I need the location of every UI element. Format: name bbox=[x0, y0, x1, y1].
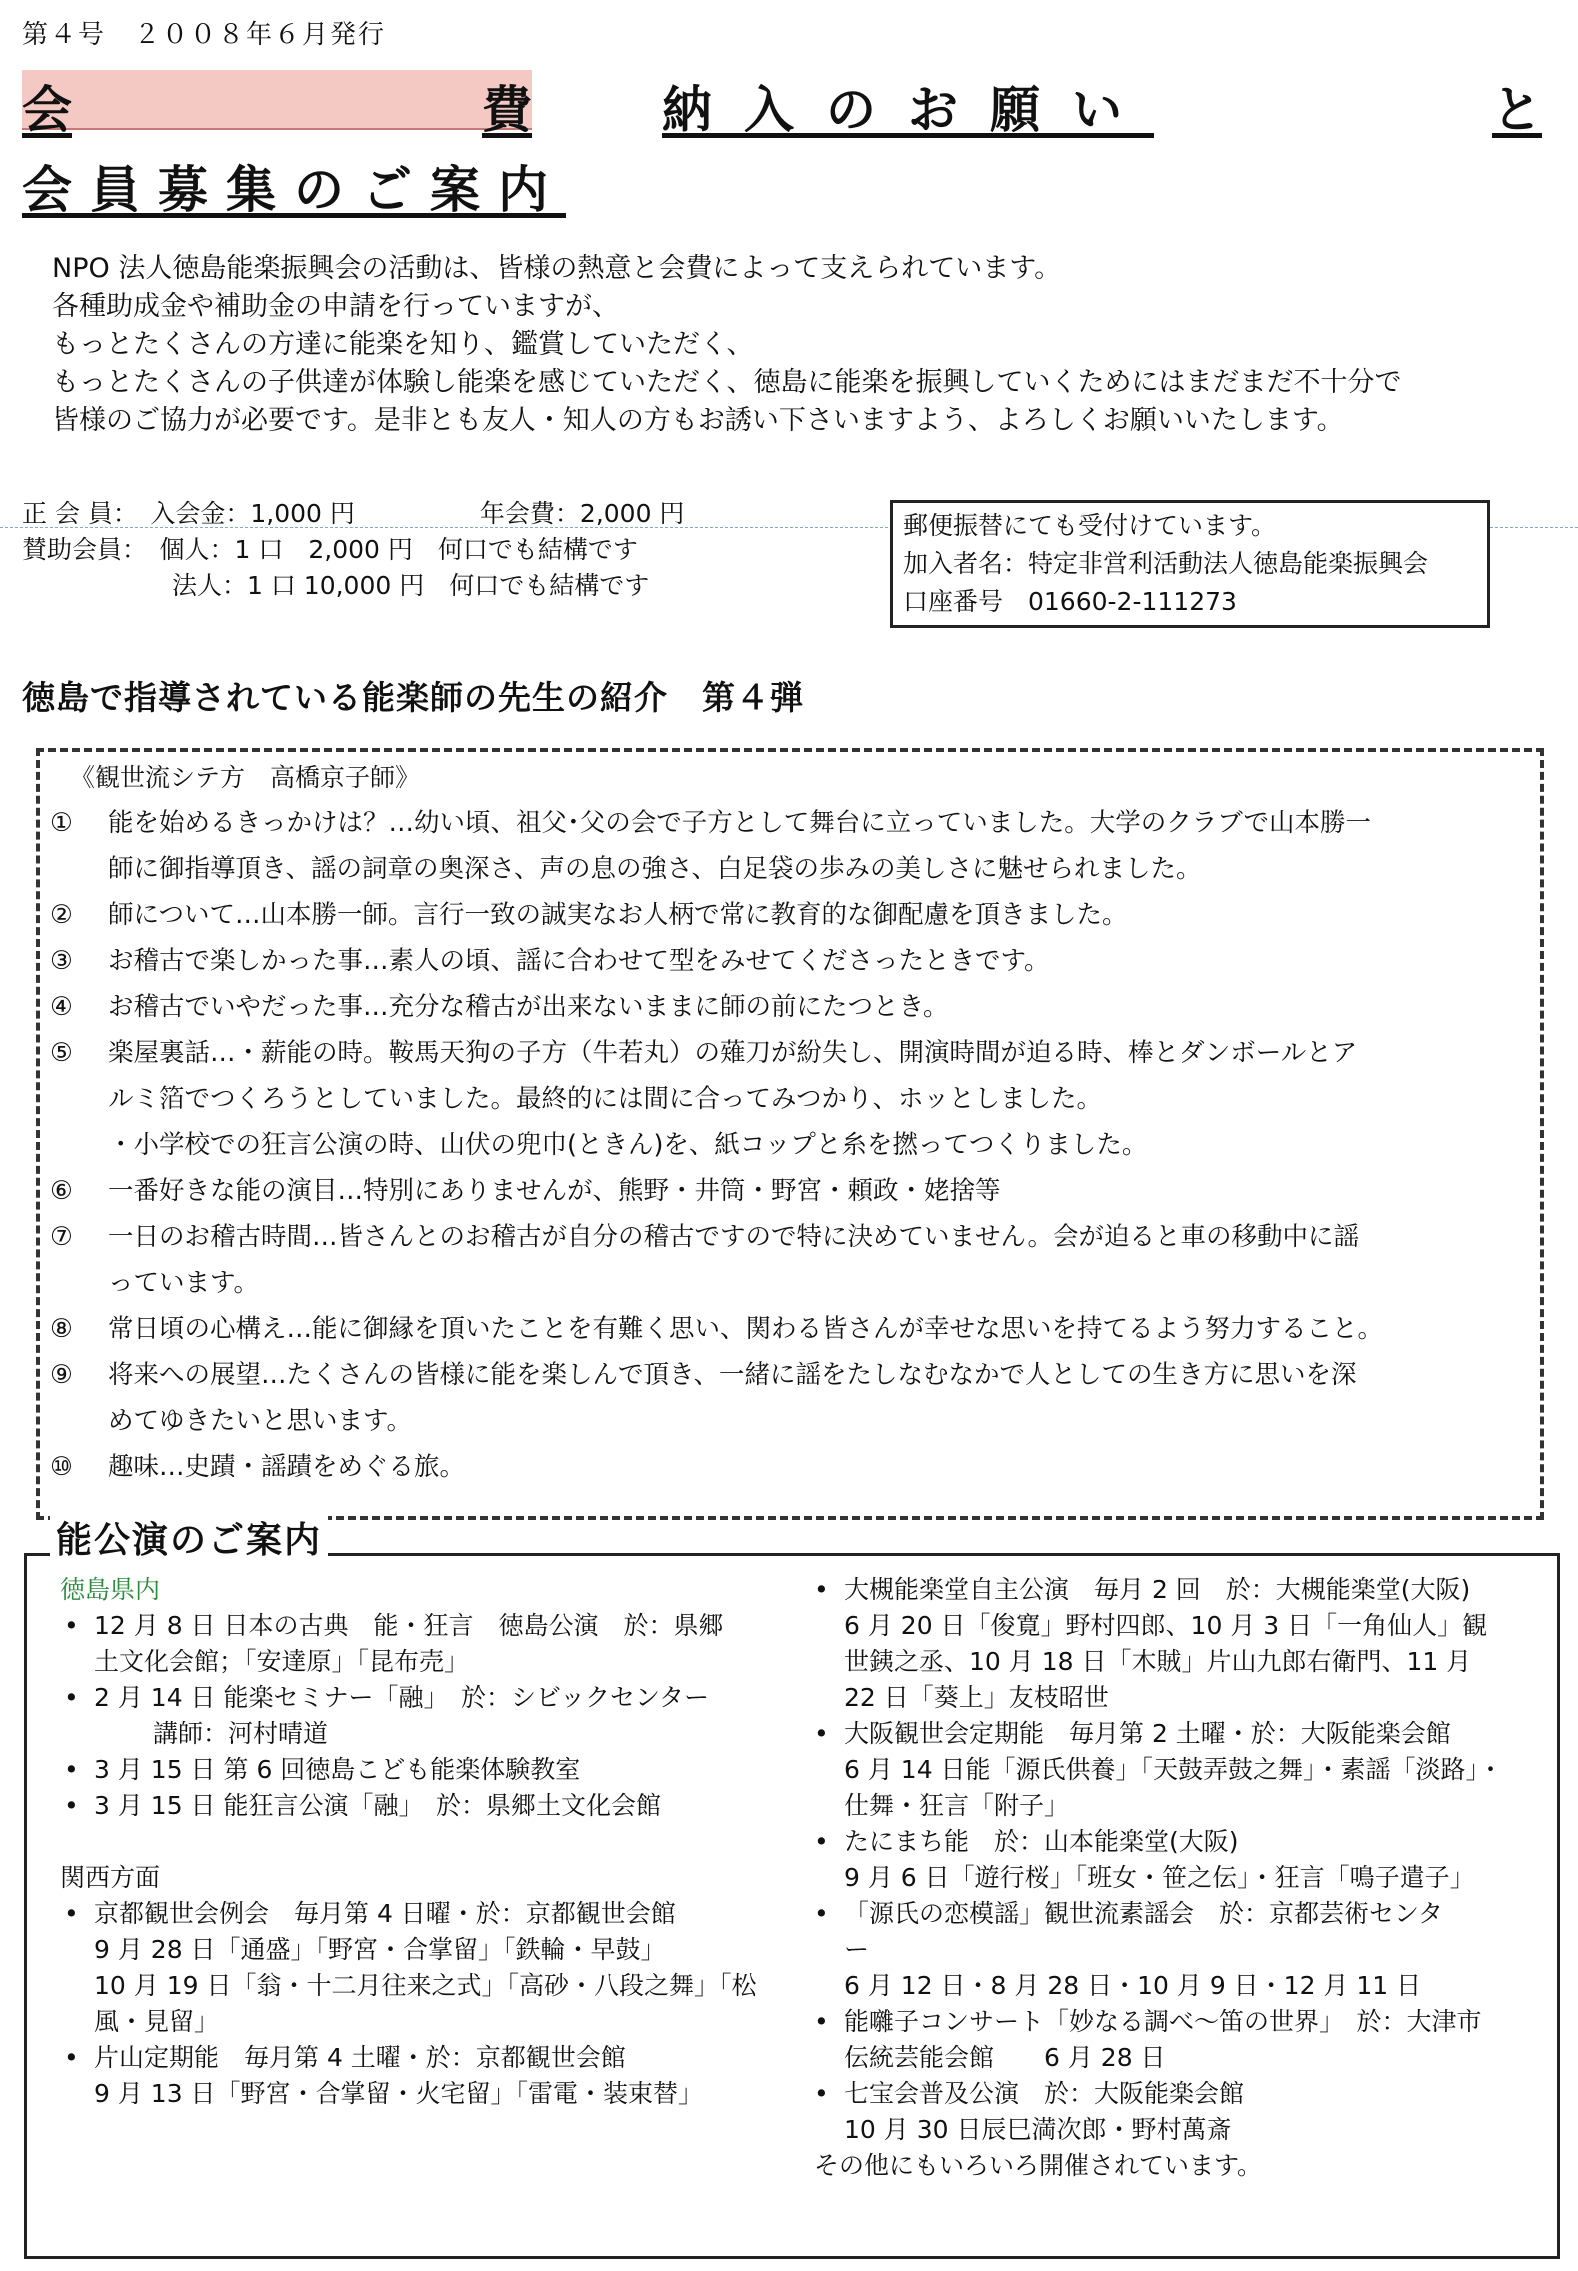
bullet: • bbox=[64, 1755, 79, 1784]
performance-detail: 10 月 30 日辰巳満次郎・野村萬斎 bbox=[844, 2115, 1232, 2144]
performance-detail: 伝統芸能会館 6 月 28 日 bbox=[844, 2043, 1166, 2072]
performance-detail: 10 月 19 日「翁・十二月往来之式」「高砂・八段之舞」「松 bbox=[94, 1971, 757, 2000]
interview-row bbox=[50, 1306, 1530, 1352]
interview-row bbox=[50, 1352, 1530, 1398]
performances-right-column bbox=[810, 1572, 1550, 2184]
performance-item bbox=[60, 1896, 810, 1932]
region-heading: 徳島県内 bbox=[60, 1575, 161, 1604]
row-text: っています。 bbox=[108, 1268, 259, 1298]
title-and: と bbox=[1492, 81, 1542, 139]
bullet: • bbox=[64, 1899, 79, 1928]
row-text: 師に御指導頂き、謡の詞章の奥深さ、声の息の強さ、白足袋の歩みの美しさに魅せられました。 bbox=[108, 854, 1202, 884]
bullet: • bbox=[814, 1575, 829, 1604]
row-text: めてゆきたいと思います。 bbox=[108, 1406, 412, 1436]
performance-title: 京都観世会例会 毎月第 4 日曜・於：京都観世会館 bbox=[94, 1899, 676, 1928]
performance-detail: 講師：河村晴道 bbox=[128, 1719, 329, 1748]
fee-line: 正 会 員： 入会金：1,000 円 年会費：2,000 円 bbox=[22, 499, 685, 528]
intro-line: 皆様のご協力が必要です。是非とも友人・知人の方もお誘い下さいますよう、よろしくお願いいたします。 bbox=[52, 405, 1344, 436]
row-number bbox=[50, 846, 108, 892]
performance-title: 3 月 15 日 第 6 回徳島こども能楽体験教室 bbox=[94, 1755, 581, 1784]
postal-line: 加入者名：特定非営利活動法人徳島能楽振興会 bbox=[903, 549, 1429, 578]
performance-item bbox=[60, 1680, 810, 1716]
bullet: • bbox=[64, 1683, 79, 1712]
region-heading: 関西方面 bbox=[60, 1863, 161, 1892]
performance-detail: 6 月 12 日・8 月 28 日・10 月 9 日・12 月 11 日 bbox=[844, 1971, 1422, 2000]
performance-title: 2 月 14 日 能楽セミナー「融」 於：シビックセンター bbox=[94, 1683, 710, 1712]
performances-heading: 能公演のご案内 bbox=[50, 1512, 328, 1563]
row-number bbox=[50, 1076, 108, 1122]
interview-row bbox=[50, 938, 1530, 984]
performance-detail: 風・見留」 bbox=[94, 2007, 220, 2036]
performance-item bbox=[60, 1608, 810, 1644]
row-number: ② bbox=[50, 900, 73, 930]
performance-detail: 世銕之丞、10 月 18 日「木賊」片山九郎右衛門、11 月 bbox=[844, 1647, 1472, 1676]
intro-paragraph bbox=[52, 250, 1542, 440]
performance-title: 片山定期能 毎月第 4 土曜・於：京都観世会館 bbox=[94, 2043, 626, 2072]
row-text: 能を始めるきっかけは？…幼い頃、祖父･父の会で子方として舞台に立っていました。大学のクラブで山本勝一 bbox=[108, 808, 1372, 838]
bullet: • bbox=[64, 1611, 79, 1640]
row-number: ⑤ bbox=[50, 1038, 73, 1068]
performances-left-column bbox=[60, 1572, 810, 2112]
performance-detail: 土文化会館；「安達原」「昆布売」 bbox=[94, 1647, 470, 1676]
interview-row bbox=[50, 1444, 1530, 1490]
interview-row bbox=[50, 1030, 1530, 1076]
performance-title: 七宝会普及公演 於：大阪能楽会館 bbox=[844, 2079, 1245, 2108]
performance-detail: 6 月 20 日「俊寛」野村四郎、10 月 3 日「一角仙人」観 bbox=[844, 1611, 1488, 1640]
bullet: • bbox=[814, 1719, 829, 1748]
interview-list bbox=[50, 800, 1530, 1490]
performance-item bbox=[810, 1896, 1550, 1932]
row-number: ① bbox=[50, 808, 73, 838]
bullet: • bbox=[814, 1899, 829, 1928]
interview-row bbox=[50, 1122, 1530, 1168]
row-text: 楽屋裏話…・薪能の時。鞍馬天狗の子方（牛若丸）の薙刀が紛失し、開演時間が迫る時、棒とダンボールとア bbox=[108, 1038, 1358, 1068]
intro-line: もっとたくさんの方達に能楽を知り、鑑賞していただく、 bbox=[52, 329, 754, 360]
row-text: ルミ箔でつくろうとしていました。最終的には間に合ってみつかり、ホッとしました。 bbox=[108, 1084, 1102, 1114]
membership-fees bbox=[22, 496, 684, 604]
row-number: ⑨ bbox=[50, 1360, 73, 1390]
title-line-2: 会員募集のご案内 bbox=[22, 161, 566, 219]
row-text: お稽古で楽しかった事…素人の頃、謡に合わせて型をみせてくださったときです。 bbox=[108, 946, 1050, 976]
row-number: ⑧ bbox=[50, 1314, 73, 1344]
row-number: ④ bbox=[50, 992, 73, 1022]
title-request: 納入のお願い bbox=[662, 81, 1154, 139]
row-text: ・小学校での狂言公演の時、山伏の兜巾(ときん)を、紙コップと糸を撚ってつくりました。 bbox=[108, 1130, 1148, 1160]
row-number: ③ bbox=[50, 946, 73, 976]
postal-line: 口座番号 01660-2-111273 bbox=[903, 587, 1237, 616]
performance-title: たにまち能 於：山本能楽堂(大阪) bbox=[844, 1827, 1239, 1856]
interview-row bbox=[50, 1214, 1530, 1260]
performance-detail: 仕舞・狂言「附子」 bbox=[844, 1791, 1070, 1820]
interview-row bbox=[50, 1398, 1530, 1444]
bullet: • bbox=[814, 1827, 829, 1856]
performance-title: 「源氏の恋模謡」観世流素謡会 於：京都芸術センタ bbox=[844, 1899, 1444, 1928]
title-fee bbox=[22, 70, 532, 142]
performance-item bbox=[810, 2076, 1550, 2112]
closing-note: その他にもいろいろ開催されています。 bbox=[814, 2151, 1263, 2180]
row-text: 一日のお稽古時間…皆さんとのお稽古が自分の稽古ですので特に決めていません。会が迫ると車の移動中に謡 bbox=[108, 1222, 1360, 1252]
bullet: • bbox=[64, 2043, 79, 2072]
row-text: 趣味…史蹟・謡蹟をめぐる旅。 bbox=[108, 1452, 466, 1482]
fee-line: 賛助会員： 個人：1 口 2,000 円 何口でも結構です bbox=[22, 535, 638, 564]
fee-line: 法人：1 口 10,000 円 何口でも結構です bbox=[22, 571, 650, 600]
interview-row bbox=[50, 800, 1530, 846]
interview-row bbox=[50, 984, 1530, 1030]
row-number bbox=[50, 1260, 108, 1306]
performance-item bbox=[60, 1788, 810, 1824]
performance-detail: ー bbox=[844, 1935, 870, 1964]
performance-item bbox=[810, 2004, 1550, 2040]
performance-item bbox=[810, 1824, 1550, 1860]
performance-detail: 22 日「葵上」友枝昭世 bbox=[844, 1683, 1109, 1712]
bullet: • bbox=[814, 2007, 829, 2036]
interview-row bbox=[50, 1076, 1530, 1122]
intro-line: 各種助成金や補助金の申請を行っていますが、 bbox=[52, 291, 619, 322]
postal-line: 郵便振替にても受付けています。 bbox=[903, 511, 1277, 540]
postal-transfer-box bbox=[890, 500, 1490, 628]
performance-detail: 6 月 14 日能「源氏供養」「天鼓弄鼓之舞」・素謡「淡路」・ bbox=[844, 1755, 1504, 1784]
intro-line: もっとたくさんの子供達が体験し能楽を感じていただく、徳島に能楽を振興していくためにはまだまだ不十分で bbox=[52, 367, 1402, 398]
performance-title: 能囃子コンサート「妙なる調べ〜笛の世界」 於：大津市 bbox=[844, 2007, 1482, 2036]
interview-row bbox=[50, 1168, 1530, 1214]
title-fee-char-2: 費 bbox=[482, 81, 532, 139]
performance-detail: 9 月 28 日「通盛」「野宮・合掌留」「鉄輪・早鼓」 bbox=[94, 1935, 666, 1964]
row-text: 常日頃の心構え…能に御縁を頂いたことを有難く思い、関わる皆さんが幸せな思いを持てるよう努力すること。 bbox=[108, 1314, 1384, 1344]
row-text: お稽古でいやだった事…充分な稽古が出来ないままに師の前にたつとき。 bbox=[108, 992, 949, 1022]
title-line-1 bbox=[22, 70, 1542, 139]
teacher-name: 《観世流シテ方 高橋京子師》 bbox=[70, 763, 421, 792]
performance-title: 大槻能楽堂自主公演 毎月 2 回 於：大槻能楽堂(大阪) bbox=[844, 1575, 1471, 1604]
intro-line: NPO 法人徳島能楽振興会の活動は、皆様の熱意と会費によって支えられています。 bbox=[52, 253, 1062, 284]
interview-row bbox=[50, 892, 1530, 938]
performance-title: 大阪観世会定期能 毎月第 2 土曜・於：大阪能楽会館 bbox=[844, 1719, 1451, 1748]
performance-detail: 9 月 13 日「野宮・合掌留・火宅留」「雷電・装束替」 bbox=[94, 2079, 704, 2108]
performance-item bbox=[60, 1752, 810, 1788]
bullet: • bbox=[814, 2079, 829, 2108]
interview-row bbox=[50, 1260, 1530, 1306]
row-text: 師について…山本勝一師。言行一致の誠実なお人柄で常に教育的な御配慮を頂きました。 bbox=[108, 900, 1128, 930]
row-number bbox=[50, 1122, 108, 1168]
issue-line: 第４号 ２００８年６月発行 bbox=[22, 20, 387, 50]
performance-title: 3 月 15 日 能狂言公演「融」 於：県郷土文化会館 bbox=[94, 1791, 662, 1820]
row-number: ⑥ bbox=[50, 1176, 73, 1206]
row-text: 一番好きな能の演目…特別にありませんが、熊野・井筒・野宮・頼政・姥捨等 bbox=[108, 1176, 1001, 1206]
title-fee-char-1: 会 bbox=[22, 81, 72, 139]
row-number bbox=[50, 1398, 108, 1444]
performance-detail: 9 月 6 日「遊行桜」「班女・笹之伝」・狂言「鳴子遣子」 bbox=[844, 1863, 1475, 1892]
performance-title: 12 月 8 日 日本の古典 能・狂言 徳島公演 於：県郷 bbox=[94, 1611, 724, 1640]
bullet: • bbox=[64, 1791, 79, 1820]
performance-item bbox=[810, 1572, 1550, 1608]
row-number: ⑩ bbox=[50, 1452, 73, 1482]
interview-row bbox=[50, 846, 1530, 892]
performance-item bbox=[60, 2040, 810, 2076]
row-number: ⑦ bbox=[50, 1222, 73, 1252]
row-text: 将来への展望…たくさんの皆様に能を楽しんで頂き、一緒に謡をたしなむなかで人としての生き方に思いを深 bbox=[108, 1360, 1357, 1390]
teachers-heading: 徳島で指導されている能楽師の先生の紹介 第４弾 bbox=[22, 678, 804, 717]
performance-item bbox=[810, 1716, 1550, 1752]
